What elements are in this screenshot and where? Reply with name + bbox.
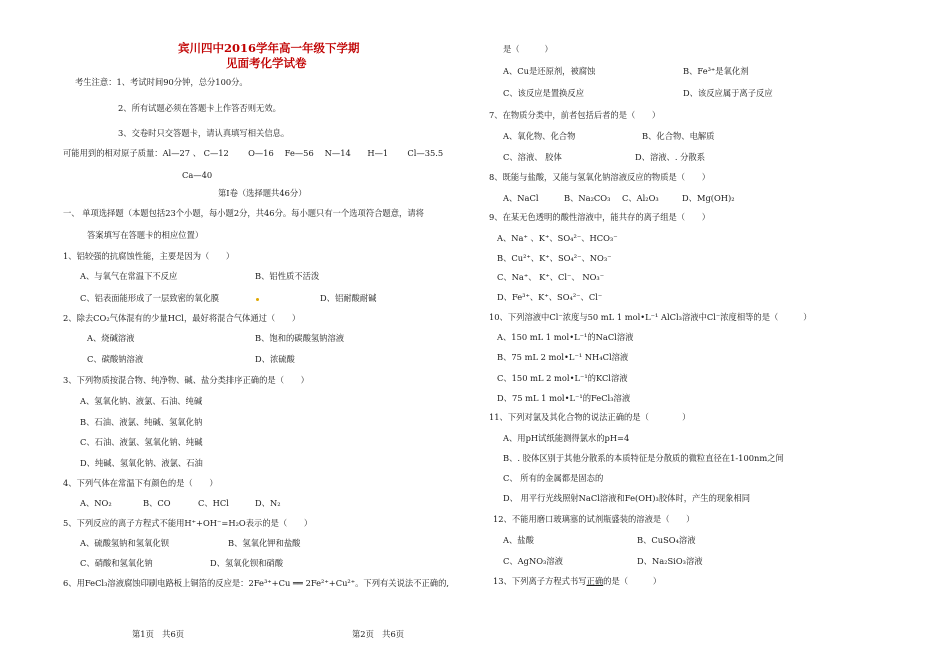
q6-option-c[interactable]: C、该反应是置换反应 [503,88,585,98]
question-12-stem: 12、不能用磨口玻璃塞的试剂瓶盛装的溶液是（ ） [493,514,695,524]
q8-option-b[interactable]: B、Na₂CO₃ [564,193,611,203]
question-4-stem: 4、下列气体在常温下有颜色的是（ ） [63,478,218,488]
q6-option-b[interactable]: B、Fe³⁺是氧化剂 [683,66,749,76]
q13-underlined-word: 正确 [586,576,604,586]
q7-option-c[interactable]: C、溶液、 胶体 [503,152,562,162]
q5-option-d[interactable]: D、氢氧化钡和硝酸 [210,558,284,568]
q9-option-d[interactable]: D、Fe³⁺、K⁺、SO₄²⁻、Cl⁻ [497,292,603,302]
q4-option-a[interactable]: A、NO₂ [80,498,112,508]
q6-option-d[interactable]: D、该反应属于离子反应 [683,88,773,98]
question-9-stem: 9、在某无色透明的酸性溶液中，能共存的离子组是（ ） [489,212,710,222]
q8-option-d[interactable]: D、Mg(OH)₂ [682,193,735,203]
question-13-stem [493,576,661,587]
exam-title-line2: 见面考化学试卷 [226,56,307,70]
q2-option-b[interactable]: B、饱和的碳酸氢钠溶液 [255,333,345,343]
q12-option-b[interactable]: B、CuSO₄溶液 [637,535,696,545]
question-10-stem: 10、下列溶液中Cl⁻浓度与50 mL 1 mol•L⁻¹ AlCl₃溶液中Cl⁻浓度相等的是（ ） [489,312,812,322]
note-2: 2、所有试题必须在答题卡上作答否则无效。 [118,103,281,113]
q3-option-c[interactable]: C、石油、液氯、氢氧化钠、纯碱 [80,437,203,447]
q5-option-b[interactable]: B、氢氧化钾和盐酸 [228,538,301,548]
q1-option-a[interactable]: A、与氧气在常温下不反应 [80,271,178,281]
q6-option-a[interactable]: A、Cu是还原剂，被腐蚀 [503,66,596,76]
q10-option-a[interactable]: A、150 mL 1 mol•L⁻¹的NaCl溶液 [497,332,634,342]
section-title: 第Ⅰ卷（选择题共46分） [218,188,307,198]
question-2-stem: 2、除去CO₂气体混有的少量HCl，最好将混合气体通过（ ） [63,313,301,323]
question-6-stem: 6、用FeCl₃溶液腐蚀印刷电路板上铜箔的反应是：2Fe³⁺+Cu ══ 2Fe²⁺+Cu²⁺。下列有关说法不正确的, [63,578,450,588]
instruction-line1: 一、 单项选择题（本题包括23个小题，每小题2分，共46分。每小题只有一个选项符合题意，请将 [63,208,424,218]
question-5-stem: 5、下列反应的离子方程式不能用H⁺+OH⁻=H₂O表示的是（ ） [63,518,313,528]
q6-continuation: 是（ ） [503,44,553,54]
atomic-masses-line1: 可能用到的相对原子质量：Al—27 、 C—12 O—16 Fe—56 N—14 H—1 Cl—35.5 [63,148,444,158]
q2-option-d[interactable]: D、浓硫酸 [255,354,295,364]
q11-option-c[interactable]: C、 所有的金属都是固态的 [503,473,604,483]
q13-text-start: 13、下列离子方程式书写 [493,576,587,586]
note-3: 3、交卷时只交答题卡，请认真填写相关信息。 [118,128,290,138]
q1-option-c[interactable]: C、铝表面能形成了一层致密的氧化膜 [80,293,220,303]
q4-option-d[interactable]: D、N₂ [255,498,281,508]
q8-option-a[interactable]: A、NaCl [503,193,539,203]
atomic-masses-line2: Ca—40 [182,170,213,180]
q3-option-b[interactable]: B、石油、液氯、纯碱、氢氧化钠 [80,417,203,427]
instruction-line2: 答案填写在答题卡的相应位置） [87,230,204,240]
q12-option-c[interactable]: C、AgNO₃溶液 [503,556,563,566]
question-3-stem: 3、下列物质按混合物、纯净物、碱、盐分类排序正确的是（ ） [63,375,309,385]
q4-option-b[interactable]: B、CO [143,498,171,508]
q1-option-b[interactable]: B、铝性质不活泼 [255,271,320,281]
question-1-stem: 1、铝较强的抗腐蚀性能，主要是因为（ ） [63,251,235,261]
q12-option-d[interactable]: D、Na₂SiO₃溶液 [637,556,703,566]
exam-title-line1: 宾川四中2016学年高一年级下学期 [178,41,360,55]
q11-option-a[interactable]: A、用pH试纸能测得氯水的pH=4 [503,433,630,443]
q2-option-a[interactable]: A、烧碱溶液 [87,333,135,343]
yellow-mark [256,298,259,301]
q12-option-a[interactable]: A、盐酸 [503,535,534,545]
q9-option-c[interactable]: C、Na⁺、 K⁺、Cl⁻、 NO₃⁻ [497,272,605,282]
note-1: 考生注意：1、考试时间90分钟，总分100分。 [75,77,248,87]
q10-option-c[interactable]: C、150 mL 2 mol•L⁻¹的KCl溶液 [497,373,628,383]
q10-option-b[interactable]: B、75 mL 2 mol•L⁻¹ NH₄Cl溶液 [497,352,629,362]
q10-option-d[interactable]: D、75 mL 1 mol•L⁻¹的FeCl₃溶液 [497,393,631,403]
question-8-stem: 8、既能与盐酸，又能与氢氧化钠溶液反应的物质是（ ） [489,172,710,182]
q7-option-a[interactable]: A、氧化物、化合物 [503,131,576,141]
q4-option-c[interactable]: C、HCl [198,498,229,508]
q7-option-d[interactable]: D、溶液、. 分散系 [635,152,706,162]
q8-option-c[interactable]: C、Al₂O₃ [622,193,659,203]
q5-option-a[interactable]: A、硫酸氢钠和氢氧化钡 [80,538,169,548]
q5-option-c[interactable]: C、硝酸和氢氧化钠 [80,558,153,568]
question-7-stem: 7、在物质分类中，前者包括后者的是（ ） [489,110,661,120]
q9-option-b[interactable]: B、Cu²⁺、K⁺、SO₄²⁻、NO₃⁻ [497,253,612,263]
q7-option-b[interactable]: B、化合物、电解质 [642,131,715,141]
q13-text-end: 的是（ ） [603,576,662,586]
q1-option-d[interactable]: D、铝耐酸耐碱 [320,293,377,303]
q11-option-d[interactable]: D、 用平行光线照射NaCl溶液和Fe(OH)₃胶体时，产生的现象相同 [503,493,751,503]
q3-option-a[interactable]: A、氢氧化钠、液氯、石油、纯碱 [80,396,203,406]
q3-option-d[interactable]: D、纯碱、氢氧化钠、液氯、石油 [80,458,203,468]
page-number-right: 第2页 共6页 [352,629,405,639]
q2-option-c[interactable]: C、碳酸钠溶液 [87,354,144,364]
page-number-left: 第1页 共6页 [132,629,185,639]
q9-option-a[interactable]: A、Na⁺ 、K⁺、SO₄²⁻、HCO₃⁻ [497,233,618,243]
question-11-stem: 11、下列对氯及其化合物的说法正确的是（ ） [489,412,691,422]
q11-option-b[interactable]: B、. 胶体区别于其他分散系的本质特征是分散质的微粒直径在1-100nm之间 [503,453,784,463]
